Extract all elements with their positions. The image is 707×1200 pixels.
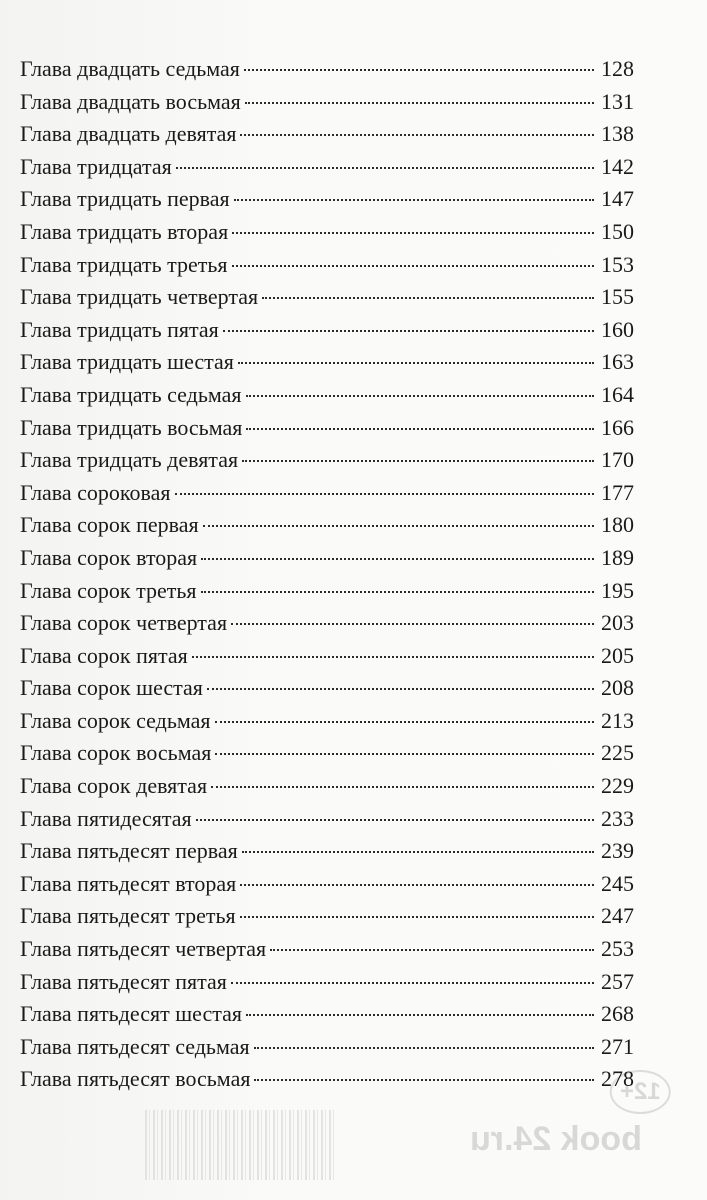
toc-entry-title: Глава сорок вторая — [20, 544, 198, 570]
toc-entry-title: Глава сорок первая — [20, 512, 199, 538]
toc-entry-title: Глава тридцать шестая — [20, 349, 234, 375]
toc-entry — [20, 186, 634, 219]
toc-entry — [20, 447, 634, 480]
toc-dot-leader — [176, 167, 594, 169]
toc-entry-title: Глава пятьдесят первая — [20, 838, 238, 864]
toc-entry-title: Глава тридцать третья — [20, 251, 228, 277]
toc-dot-leader — [211, 786, 594, 788]
toc-entry — [20, 415, 634, 448]
toc-entry — [20, 349, 634, 382]
toc-entry-page-number: 131 — [601, 88, 634, 114]
toc-dot-leader — [175, 493, 595, 495]
toc-entry — [20, 252, 634, 285]
toc-dot-leader — [246, 1014, 594, 1016]
toc-entry — [20, 121, 634, 154]
toc-dot-leader — [240, 134, 594, 136]
toc-entry-title: Глава сорок пятая — [20, 642, 188, 668]
toc-entry-page-number: 233 — [601, 805, 634, 831]
toc-entry-page-number: 208 — [601, 675, 634, 701]
toc-entry — [20, 578, 634, 611]
toc-entry — [20, 382, 634, 415]
toc-dot-leader — [232, 232, 594, 234]
toc-entry-page-number: 229 — [601, 773, 634, 799]
toc-entry — [20, 284, 634, 317]
toc-entry-title: Глава двадцать восьмая — [20, 88, 241, 114]
toc-entry — [20, 806, 634, 839]
toc-entry-page-number: 203 — [601, 610, 634, 636]
toc-entry-title: Глава пятидесятая — [20, 805, 192, 831]
toc-entry-page-number: 239 — [601, 838, 634, 864]
toc-entry-title: Глава двадцать девятая — [20, 121, 237, 147]
toc-entry-page-number: 164 — [601, 381, 634, 407]
toc-entry — [20, 512, 634, 545]
toc-entry — [20, 1001, 634, 1034]
toc-entry-page-number: 177 — [601, 479, 634, 505]
toc-dot-leader — [242, 851, 594, 853]
toc-entry-title: Глава пятьдесят вторая — [20, 870, 237, 896]
toc-entry-page-number: 153 — [601, 251, 634, 277]
toc-dot-leader — [240, 916, 594, 918]
toc-entry — [20, 480, 634, 513]
toc-dot-leader — [270, 949, 594, 951]
toc-entry-page-number: 166 — [601, 414, 634, 440]
toc-dot-leader — [262, 297, 594, 299]
toc-dot-leader — [254, 1079, 594, 1081]
toc-dot-leader — [215, 721, 594, 723]
toc-entry — [20, 773, 634, 806]
toc-dot-leader — [231, 982, 594, 984]
toc-dot-leader — [245, 102, 594, 104]
toc-entry-title: Глава сорок седьмая — [20, 707, 211, 733]
toc-entry-title: Глава сорок шестая — [20, 675, 203, 701]
toc-entry-title: Глава тридцать вторая — [20, 218, 229, 244]
toc-entry-page-number: 278 — [601, 1066, 634, 1092]
toc-entry-page-number: 128 — [601, 56, 634, 81]
toc-entry-title: Глава тридцать четвертая — [20, 284, 259, 310]
toc-entry — [20, 1066, 634, 1099]
toc-entry — [20, 871, 634, 904]
toc-entry-page-number: 195 — [601, 577, 634, 603]
toc-entry-title: Глава тридцать седьмая — [20, 381, 242, 407]
toc-entry — [20, 708, 634, 741]
toc-entry-title: Глава тридцать девятая — [20, 447, 239, 473]
toc-dot-leader — [215, 753, 594, 755]
toc-entry-title: Глава двадцать седьмая — [20, 56, 240, 81]
toc-dot-leader — [244, 69, 594, 71]
toc-entry-page-number: 257 — [601, 968, 634, 994]
toc-entry-page-number: 245 — [601, 870, 634, 896]
toc-entry-title: Глава тридцатая — [20, 153, 172, 179]
toc-entry-page-number: 147 — [601, 186, 634, 212]
toc-entry — [20, 317, 634, 350]
toc-entry — [20, 219, 634, 252]
toc-dot-leader — [234, 199, 594, 201]
toc-entry — [20, 838, 634, 871]
toc-entry — [20, 675, 634, 708]
toc-entry-page-number: 142 — [601, 153, 634, 179]
toc-entry-title: Глава пятьдесят третья — [20, 903, 236, 929]
toc-dot-leader — [201, 558, 594, 560]
toc-entry — [20, 545, 634, 578]
toc-entry — [20, 936, 634, 969]
show-through-age-rating: 12+ — [610, 1070, 671, 1114]
toc-entry-page-number: 225 — [601, 740, 634, 766]
toc-entry-page-number: 189 — [601, 544, 634, 570]
toc-entry-title: Глава сорок третья — [20, 577, 197, 603]
toc-dot-leader — [246, 428, 594, 430]
toc-entry — [20, 903, 634, 936]
toc-dot-leader — [223, 330, 594, 332]
toc-dot-leader — [231, 623, 594, 625]
toc-entry-title: Глава тридцать первая — [20, 186, 230, 212]
toc-dot-leader — [240, 884, 594, 886]
toc-entry — [20, 1034, 634, 1067]
toc-entry — [20, 969, 634, 1002]
toc-entry-page-number: 271 — [601, 1033, 634, 1059]
toc-entry — [20, 643, 634, 676]
toc-entry-page-number: 180 — [601, 512, 634, 538]
toc-entry-title: Глава сорок четвертая — [20, 610, 228, 636]
toc-dot-leader — [232, 265, 594, 267]
show-through-barcode — [145, 1110, 335, 1180]
toc-entry-title: Глава сорок восьмая — [20, 740, 212, 766]
toc-dot-leader — [196, 819, 594, 821]
toc-entry — [20, 154, 634, 187]
toc-entry-page-number: 253 — [601, 936, 634, 962]
toc-entry-page-number: 213 — [601, 707, 634, 733]
toc-entry-page-number: 205 — [601, 642, 634, 668]
toc-entry-title: Глава тридцать пятая — [20, 316, 219, 342]
toc-dot-leader — [201, 591, 594, 593]
toc-entry-title: Глава пятьдесят пятая — [20, 968, 227, 994]
toc-entry — [20, 56, 634, 89]
toc-entry-page-number: 268 — [601, 1001, 634, 1027]
toc-dot-leader — [254, 1047, 594, 1049]
toc-entry-title: Глава пятьдесят четвертая — [20, 936, 267, 962]
toc-entry — [20, 740, 634, 773]
toc-entry-page-number: 138 — [601, 121, 634, 147]
toc-entry-page-number: 170 — [601, 447, 634, 473]
toc-entry-title: Глава пятьдесят восьмая — [20, 1066, 251, 1092]
toc-entry-title: Глава пятьдесят седьмая — [20, 1033, 250, 1059]
toc-entry-title: Глава тридцать восьмая — [20, 414, 243, 440]
toc-dot-leader — [238, 362, 594, 364]
toc-entry-page-number: 155 — [601, 284, 634, 310]
toc-entry-page-number: 163 — [601, 349, 634, 375]
toc-dot-leader — [192, 656, 594, 658]
toc-entry-page-number: 247 — [601, 903, 634, 929]
toc-entry — [20, 89, 634, 122]
toc-entry-title: Глава сорок девятая — [20, 773, 208, 799]
toc-entry-page-number: 160 — [601, 316, 634, 342]
toc-entry-title: Глава сороковая — [20, 479, 171, 505]
toc-dot-leader — [246, 395, 594, 397]
toc-entry-title: Глава пятьдесят шестая — [20, 1001, 242, 1027]
toc-dot-leader — [242, 460, 594, 462]
toc-dot-leader — [207, 688, 594, 690]
toc-entry — [20, 610, 634, 643]
toc-entry-page-number: 150 — [601, 218, 634, 244]
table-of-contents — [20, 56, 634, 1099]
toc-dot-leader — [203, 525, 594, 527]
show-through-publisher-mark: book 24.ru — [470, 1120, 642, 1158]
